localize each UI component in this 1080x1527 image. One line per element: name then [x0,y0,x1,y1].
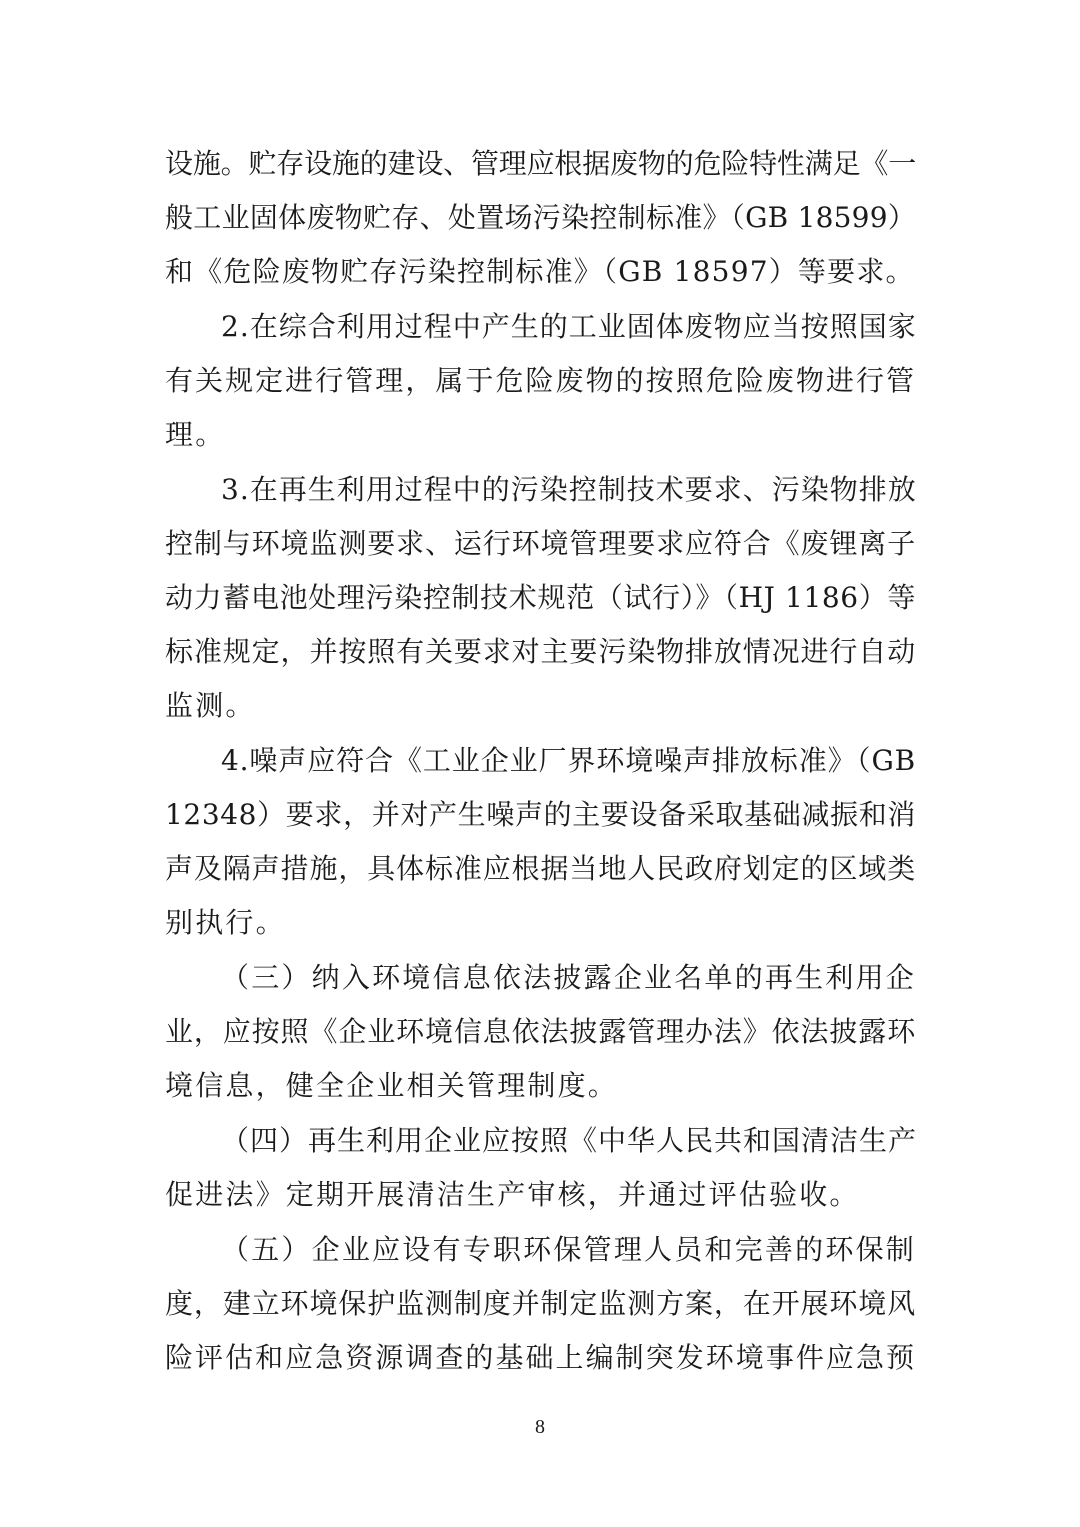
text-line: 境信息，健全企业相关管理制度。 [165,1069,619,1102]
paragraph-first-line: （四）再生利用企业应按照《中华人民共和国清洁生产 [221,1124,918,1157]
paragraph-first-line: 3.在再生利用过程中的污染控制技术要求、污染物排放 [221,473,917,506]
text-line: 控制与环境监测要求、运行环境管理要求应符合《废锂离子 [165,527,916,560]
paragraph-first-line: 4.噪声应符合《工业企业厂界环境噪声排放标准》（GB [221,744,916,777]
text-line: 和《危险废物贮存污染控制标准》（GB 18597）等要求。 [165,255,915,288]
text-line: 业，应按照《企业环境信息依法披露管理办法》依法披露环 [165,1015,916,1048]
paragraph-first-line: （三）纳入环境信息依法披露企业名单的再生利用企 [221,961,916,994]
text-line: 设施。贮存设施的建设、管理应根据废物的危险特性满足《一 [165,147,916,180]
text-line: 度，建立环境保护监测制度并制定监测方案，在开展环境风 [165,1287,916,1320]
text-line: 促进法》定期开展清洁生产审核，并通过评估验收。 [165,1178,860,1211]
text-line: 12348）要求，并对产生噪声的主要设备采取基础减振和消 [165,798,916,831]
text-line: 监测。 [165,689,256,722]
text-line: 别执行。 [165,906,286,939]
paragraph-first-line: 2.在综合利用过程中产生的工业固体废物应当按照国家 [221,310,917,343]
text-line: 般工业固体废物贮存、处置场污染控制标准》（GB 18599） [165,201,916,234]
text-line: 标准规定，并按照有关要求对主要污染物排放情况进行自动 [165,635,916,668]
text-line: 声及隔声措施，具体标准应根据当地人民政府划定的区域类 [165,852,916,885]
text-line: 理。 [165,418,226,451]
text-line: 有关规定进行管理，属于危险废物的按照危险废物进行管 [165,364,916,397]
text-line: 动力蓄电池处理污染控制技术规范（试行）》（HJ 1186）等 [165,581,916,614]
page-number: 8 [535,1416,545,1438]
text-line: 险评估和应急资源调查的基础上编制突发环境事件应急预 [165,1341,916,1374]
paragraph-first-line: （五）企业应设有专职环保管理人员和完善的环保制 [221,1233,916,1266]
